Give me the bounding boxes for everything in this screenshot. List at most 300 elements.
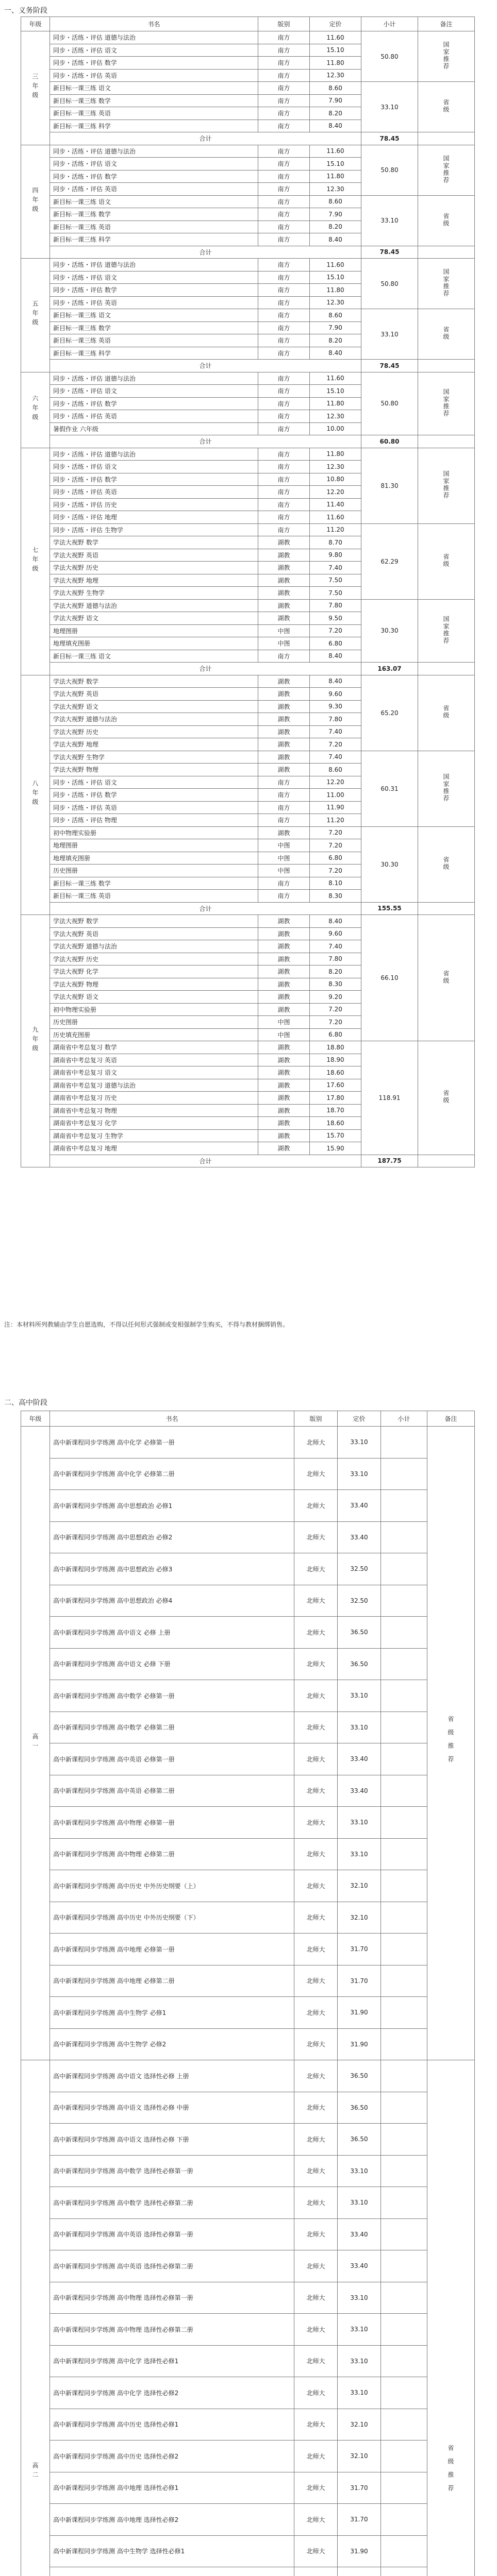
remark-text: 国家推荐 [442, 268, 450, 297]
book-title-cell: 同步・活练・评估 道德与法治 [50, 448, 258, 461]
price-cell: 7.40 [310, 562, 361, 574]
table-row [21, 1870, 475, 1902]
price-cell: 12.20 [310, 776, 361, 789]
publisher-cell: 北师大 [294, 1934, 338, 1965]
publisher-cell: 北师大 [294, 1902, 338, 1934]
book-title-cell: 同步・活练・评估 语文 [50, 385, 258, 398]
price-cell: 11.80 [310, 170, 361, 183]
book-title-cell: 湖南省中考总复习 生物学 [50, 1129, 258, 1142]
publisher-cell: 南方 [258, 372, 310, 385]
subtotal-cell [381, 1934, 427, 1965]
table-header-cell: 备注 [418, 17, 475, 31]
book-title-cell: 高中新课程同步学练测 高中物理 必修第一册 [50, 1807, 294, 1839]
book-title-cell: 高中新课程同步学练测 高中历史 中外历史纲要（上） [50, 1870, 294, 1902]
publisher-cell: 湖教 [258, 965, 310, 978]
grade-label-cell [21, 145, 50, 259]
book-title-cell: 新目标一课三练 英语 [50, 890, 258, 903]
remark-cell [418, 31, 475, 82]
publisher-cell: 湖教 [258, 1041, 310, 1054]
subtotal-cell: 60.31 [361, 751, 418, 826]
subtotal-cell [381, 1648, 427, 1680]
publisher-cell: 南方 [258, 221, 310, 233]
table-row [21, 1680, 475, 1712]
publisher-cell: 北师大 [294, 1521, 338, 1553]
subtotal-cell: 50.80 [361, 259, 418, 309]
price-cell: 7.20 [310, 826, 361, 839]
table-row [21, 1934, 475, 1965]
grade-total-row [21, 360, 475, 372]
book-title-cell: 新目标一课三练 语文 [50, 195, 258, 208]
table-row [21, 1585, 475, 1617]
publisher-cell: 南方 [258, 397, 310, 410]
book-title-cell: 同步・活练・评估 数学 [50, 789, 258, 802]
price-cell: 33.10 [338, 2345, 381, 2377]
price-cell: 33.10 [338, 1838, 381, 1870]
price-cell: 8.40 [310, 120, 361, 132]
publisher-cell: 南方 [258, 259, 310, 272]
price-cell: 9.30 [310, 700, 361, 713]
section-1-title: 一、义务阶段 [4, 7, 47, 15]
grade-total-value: 187.75 [361, 1155, 418, 1167]
price-cell: 33.40 [338, 1521, 381, 1553]
price-cell: 6.80 [310, 637, 361, 650]
subtotal-cell [381, 2567, 427, 2576]
table-row [21, 2092, 475, 2124]
price-cell: 33.10 [338, 1680, 381, 1712]
price-cell: 31.70 [338, 2504, 381, 2536]
publisher-cell: 中图 [258, 839, 310, 852]
book-title-cell: 高中新课程同步学练测 高中化学 选择性必修1 [50, 2345, 294, 2377]
table-header-cell: 年级 [21, 17, 50, 31]
publisher-cell: 南方 [258, 473, 310, 486]
publisher-cell: 北师大 [294, 1553, 338, 1585]
price-cell: 18.60 [310, 1117, 361, 1130]
table-row [21, 1041, 475, 1054]
book-title-cell: 新目标一课三练 英语 [50, 107, 258, 120]
book-title-cell: 高中新课程同步学练测 高中语文 必修 下册 [50, 1648, 294, 1680]
grade-label-cell [21, 372, 50, 448]
publisher-cell: 北师大 [294, 2092, 338, 2124]
publisher-cell: 南方 [258, 208, 310, 221]
subtotal-cell: 33.10 [361, 195, 418, 246]
remark-cell [418, 826, 475, 902]
table-row [21, 195, 475, 208]
publisher-cell: 北师大 [294, 2250, 338, 2282]
table-row [21, 2567, 475, 2576]
publisher-cell: 南方 [258, 523, 310, 536]
table-header-cell: 版别 [258, 17, 310, 31]
table-row [21, 1617, 475, 1649]
price-cell: 12.30 [310, 410, 361, 423]
remark-text: 国家推荐 [442, 615, 450, 645]
table-row [21, 2314, 475, 2346]
table-row [21, 2472, 475, 2504]
book-title-cell: 高中新课程同步学练测 高中地理 必修第一册 [50, 1934, 294, 1965]
section-1-note: 注：本材料所列教辅由学生自愿选购，不得以任何形式强制或变相强制学生购买，不得与教材捆绑销售。 [4, 1321, 289, 1328]
price-cell: 7.40 [310, 751, 361, 764]
publisher-cell: 北师大 [294, 1965, 338, 1997]
table-row [21, 523, 475, 536]
table-row [21, 1458, 475, 1490]
book-title-cell: 历史图册 [50, 865, 258, 877]
price-cell: 8.40 [310, 347, 361, 360]
book-title-cell: 学法大视野 英语 [50, 688, 258, 701]
empty-cell [418, 132, 475, 145]
remark-text: 省级推荐 [447, 2444, 454, 2498]
book-title-cell: 高中新课程同步学练测 高中历史 选择性必修2 [50, 2441, 294, 2472]
book-title-cell: 学法大视野 历史 [50, 562, 258, 574]
publisher-cell: 北师大 [294, 1648, 338, 1680]
subtotal-cell [381, 2092, 427, 2124]
remark-text: 省级 [442, 1090, 450, 1105]
book-title-cell: 高中新课程同步学练测 高中物理 必修第二册 [50, 1838, 294, 1870]
publisher-cell: 南方 [258, 57, 310, 70]
grade-total-value: 155.55 [361, 902, 418, 915]
grade-label-cell [21, 915, 50, 1167]
publisher-cell: 湖教 [258, 536, 310, 549]
price-cell: 33.40 [338, 1775, 381, 1807]
grade-total-label: 合计 [50, 663, 361, 675]
price-cell: 33.40 [338, 2218, 381, 2250]
price-cell: 15.10 [310, 44, 361, 57]
book-title-cell: 新目标一课三练 数学 [50, 877, 258, 890]
price-cell: 33.10 [338, 1807, 381, 1839]
publisher-cell: 北师大 [294, 1680, 338, 1712]
remark-text: 省级 [442, 212, 450, 227]
table-row [21, 2441, 475, 2472]
publisher-cell: 北师大 [294, 2060, 338, 2092]
publisher-cell: 湖教 [258, 927, 310, 940]
grade-label: 五年级 [31, 300, 39, 329]
publisher-cell: 中图 [258, 624, 310, 637]
table-header-cell: 备注 [427, 1411, 475, 1427]
table-row [21, 2187, 475, 2219]
book-title-cell: 高中新课程同步学练测 高中英语 选择性必修第二册 [50, 2250, 294, 2282]
book-title-cell: 湖南省中考总复习 语文 [50, 1066, 258, 1079]
book-title-cell: 同步・活练・评估 数学 [50, 473, 258, 486]
table-row [21, 1743, 475, 1775]
book-title-cell: 高中新课程同步学练测 高中数学 必修第一册 [50, 1680, 294, 1712]
grade-total-label: 合计 [50, 360, 361, 372]
remark-cell [418, 599, 475, 663]
subtotal-cell [381, 1711, 427, 1743]
table-header-cell: 小计 [361, 17, 418, 31]
publisher-cell: 北师大 [294, 2504, 338, 2536]
table-row [21, 2218, 475, 2250]
book-title-cell: 新目标一课三练 科学 [50, 120, 258, 132]
remark-text: 国家推荐 [442, 388, 450, 417]
table-row [21, 1553, 475, 1585]
table-row [21, 1807, 475, 1839]
publisher-cell: 湖教 [258, 751, 310, 764]
table-row [21, 1427, 475, 1459]
book-title-cell: 高中新课程同步学练测 高中语文 必修 上册 [50, 1617, 294, 1649]
publisher-cell: 北师大 [294, 1490, 338, 1522]
table-header-cell: 版别 [294, 1411, 338, 1427]
table-row [21, 309, 475, 322]
book-title-cell: 湖南省中考总复习 道德与法治 [50, 1079, 258, 1092]
subtotal-cell [381, 1617, 427, 1649]
grade-total-row [21, 246, 475, 259]
table-row [21, 2409, 475, 2441]
publisher-cell: 湖教 [258, 991, 310, 1004]
table-row [21, 751, 475, 764]
publisher-cell: 北师大 [294, 1427, 338, 1459]
price-cell: 9.60 [310, 927, 361, 940]
book-title-cell: 同步・活练・评估 道德与法治 [50, 145, 258, 158]
book-title-cell: 同步・活练・评估 道德与法治 [50, 31, 258, 44]
table-row [21, 145, 475, 158]
empty-cell [418, 360, 475, 372]
subtotal-cell: 50.80 [361, 145, 418, 195]
subtotal-cell [381, 2124, 427, 2156]
book-title-cell: 高中新课程同步学练测 高中英语 必修第一册 [50, 1743, 294, 1775]
publisher-cell: 南方 [258, 650, 310, 663]
remark-text: 省级推荐 [447, 1716, 454, 1769]
publisher-cell: 湖教 [258, 675, 310, 688]
publisher-cell: 湖教 [258, 915, 310, 928]
price-cell: 33.10 [338, 2282, 381, 2314]
price-cell: 36.50 [338, 2124, 381, 2156]
publisher-cell: 湖教 [258, 1117, 310, 1130]
book-title-cell: 湖南省中考总复习 地理 [50, 1142, 258, 1155]
book-title-cell: 新目标一课三练 科学 [50, 233, 258, 246]
publisher-cell: 北师大 [294, 1775, 338, 1807]
remark-text: 国家推荐 [442, 155, 450, 184]
publisher-cell: 中图 [258, 1016, 310, 1029]
price-cell: 7.80 [310, 713, 361, 726]
price-cell: 31.90 [338, 1997, 381, 2029]
publisher-cell: 北师大 [294, 2124, 338, 2156]
price-cell: 36.50 [338, 1617, 381, 1649]
price-cell: 12.30 [310, 69, 361, 82]
table-header-cell: 定价 [310, 17, 361, 31]
table-header-cell: 定价 [338, 1411, 381, 1427]
book-title-cell: 同步・活练・评估 语文 [50, 44, 258, 57]
price-cell: 33.40 [338, 2250, 381, 2282]
subtotal-cell [381, 1775, 427, 1807]
publisher-cell: 南方 [258, 94, 310, 107]
price-cell: 10.80 [310, 473, 361, 486]
price-cell: 32.10 [338, 1902, 381, 1934]
book-title-cell: 学法大视野 英语 [50, 549, 258, 562]
remark-cell [427, 1427, 475, 2060]
book-title-cell: 湖南省中考总复习 化学 [50, 1117, 258, 1130]
table-row [21, 1838, 475, 1870]
subtotal-cell: 50.80 [361, 372, 418, 435]
price-cell: 7.80 [310, 953, 361, 965]
price-cell: 7.80 [310, 599, 361, 612]
publisher-cell: 南方 [258, 120, 310, 132]
publisher-cell: 南方 [258, 801, 310, 814]
book-title-cell: 学法大视野 化学 [50, 965, 258, 978]
price-cell: 32.50 [338, 1585, 381, 1617]
publisher-cell: 湖教 [258, 940, 310, 953]
grade-label: 四年级 [31, 187, 39, 215]
subtotal-cell [381, 2250, 427, 2282]
price-cell: 11.60 [310, 259, 361, 272]
publisher-cell: 南方 [258, 170, 310, 183]
publisher-cell: 湖教 [258, 587, 310, 600]
publisher-cell: 北师大 [294, 1838, 338, 1870]
publisher-cell: 南方 [258, 195, 310, 208]
publisher-cell: 湖教 [258, 1054, 310, 1066]
price-cell: 11.60 [310, 145, 361, 158]
table-row [21, 826, 475, 839]
publisher-cell: 北师大 [294, 2187, 338, 2219]
price-cell: 31.70 [338, 1965, 381, 1997]
subtotal-cell [381, 2187, 427, 2219]
price-cell: 7.50 [310, 574, 361, 587]
subtotal-cell [381, 2345, 427, 2377]
book-title-cell: 同步・活练・评估 道德与法治 [50, 372, 258, 385]
publisher-cell: 南方 [258, 347, 310, 360]
book-title-cell: 湖南省中考总复习 数学 [50, 1041, 258, 1054]
publisher-cell: 南方 [258, 789, 310, 802]
publisher-cell: 南方 [258, 31, 310, 44]
price-cell: 36.50 [338, 1648, 381, 1680]
price-cell: 12.30 [310, 461, 361, 473]
grade-label-cell [21, 1427, 50, 2060]
publisher-cell: 北师大 [294, 2282, 338, 2314]
subtotal-cell [381, 1490, 427, 1522]
book-title-cell: 同步・活练・评估 语文 [50, 271, 258, 284]
remark-cell [418, 82, 475, 132]
publisher-cell: 北师大 [294, 1997, 338, 2029]
price-cell: 18.80 [310, 1041, 361, 1054]
price-cell: 11.60 [310, 511, 361, 524]
remark-cell [418, 145, 475, 195]
remark-text: 省级 [442, 553, 450, 568]
remark-cell [418, 915, 475, 1041]
price-cell: 33.10 [338, 1711, 381, 1743]
book-title-cell: 学法大视野 语文 [50, 700, 258, 713]
price-cell: 11.80 [310, 284, 361, 297]
book-title-cell: 高中新课程同步学练测 高中生物学 必修1 [50, 1997, 294, 2029]
remark-cell [418, 1041, 475, 1155]
publisher-cell: 南方 [258, 511, 310, 524]
publisher-cell: 北师大 [294, 2345, 338, 2377]
price-cell: 8.40 [310, 650, 361, 663]
publisher-cell: 南方 [258, 183, 310, 196]
publisher-cell: 北师大 [294, 1617, 338, 1649]
book-title-cell: 新目标一课三练 语文 [50, 309, 258, 322]
price-cell: 15.10 [310, 385, 361, 398]
book-title-cell: 高中新课程同步学练测 高中数学 选择性必修第二册 [50, 2187, 294, 2219]
publisher-cell: 南方 [258, 486, 310, 499]
price-cell: 33.10 [338, 2155, 381, 2187]
price-cell: 11.20 [310, 523, 361, 536]
book-title-cell: 初中物理实验册 [50, 826, 258, 839]
subtotal-cell [381, 2028, 427, 2060]
book-title-cell: 新目标一课三练 数学 [50, 321, 258, 334]
price-cell: 9.60 [310, 688, 361, 701]
price-cell: 7.20 [310, 865, 361, 877]
publisher-cell: 南方 [258, 334, 310, 347]
publisher-cell: 北师大 [294, 2028, 338, 2060]
book-title-cell: 地理填充图册 [50, 852, 258, 865]
remark-text: 省级 [442, 705, 450, 719]
grade-label: 六年级 [31, 395, 39, 423]
book-title-cell: 学法大视野 物理 [50, 978, 258, 991]
price-cell: 8.10 [310, 877, 361, 890]
publisher-cell: 北师大 [294, 1807, 338, 1839]
book-title-cell: 湖南省中考总复习 英语 [50, 1054, 258, 1066]
subtotal-cell [381, 2377, 427, 2409]
price-cell: 9.80 [310, 549, 361, 562]
subtotal-cell [381, 1902, 427, 1934]
book-title-cell: 高中新课程同步学练测 高中数学 必修第二册 [50, 1711, 294, 1743]
table-header-cell: 书名 [50, 17, 258, 31]
remark-text: 省级 [442, 99, 450, 113]
publisher-cell: 湖教 [258, 549, 310, 562]
book-title-cell: 湖南省中考总复习 物理 [50, 1104, 258, 1117]
remark-cell [427, 2060, 475, 2576]
empty-cell [418, 902, 475, 915]
price-cell: 32.10 [338, 2441, 381, 2472]
grade-total-value: 78.45 [361, 246, 418, 259]
publisher-cell: 南方 [258, 448, 310, 461]
subtotal-cell [381, 2060, 427, 2092]
price-cell: 36.50 [338, 2060, 381, 2092]
book-title-cell: 新目标一课三练 英语 [50, 334, 258, 347]
price-cell: 7.40 [310, 940, 361, 953]
publisher-cell: 湖教 [258, 1092, 310, 1105]
publisher-cell: 湖教 [258, 953, 310, 965]
table-header-cell: 小计 [381, 1411, 427, 1427]
book-title-cell [50, 2567, 294, 2576]
publisher-cell [294, 2567, 338, 2576]
book-title-cell: 同步・活练・评估 英语 [50, 486, 258, 499]
price-cell: 8.60 [310, 195, 361, 208]
price-cell: 33.10 [338, 2187, 381, 2219]
book-title-cell: 同步・活练・评估 语文 [50, 461, 258, 473]
book-title-cell: 学法大视野 地理 [50, 574, 258, 587]
publisher-cell: 南方 [258, 82, 310, 95]
book-title-cell: 高中新课程同步学练测 高中地理 必修第二册 [50, 1965, 294, 1997]
book-title-cell: 新目标一课三练 英语 [50, 221, 258, 233]
book-title-cell: 同步・活练・评估 历史 [50, 498, 258, 511]
publisher-cell: 北师大 [294, 1870, 338, 1902]
subtotal-cell [381, 2218, 427, 2250]
publisher-cell: 中图 [258, 1028, 310, 1041]
book-title-cell: 高中新课程同步学练测 高中英语 必修第二册 [50, 1775, 294, 1807]
book-title-cell: 新目标一课三练 语文 [50, 650, 258, 663]
price-cell: 7.20 [310, 1016, 361, 1029]
publisher-cell: 湖教 [258, 700, 310, 713]
price-cell: 7.40 [310, 725, 361, 738]
price-cell: 32.10 [338, 1870, 381, 1902]
remark-cell [418, 372, 475, 435]
subtotal-cell: 62.29 [361, 523, 418, 599]
price-cell: 7.20 [310, 1003, 361, 1016]
subtotal-cell [381, 2441, 427, 2472]
book-title-cell: 高中新课程同步学练测 高中思想政治 必修1 [50, 1490, 294, 1522]
price-cell: 8.20 [310, 965, 361, 978]
book-title-cell: 暑假作业 六年级 [50, 422, 258, 435]
grade-total-label: 合计 [50, 435, 361, 448]
price-cell: 7.50 [310, 587, 361, 600]
table-row [21, 82, 475, 95]
publisher-cell: 南方 [258, 385, 310, 398]
remark-text: 省级 [442, 326, 450, 341]
publisher-cell: 北师大 [294, 2377, 338, 2409]
price-cell: 33.10 [338, 1458, 381, 1490]
book-title-cell: 学法大视野 道德与法治 [50, 713, 258, 726]
price-cell: 11.80 [310, 57, 361, 70]
book-title-cell: 地理图册 [50, 839, 258, 852]
publisher-cell: 北师大 [294, 1711, 338, 1743]
